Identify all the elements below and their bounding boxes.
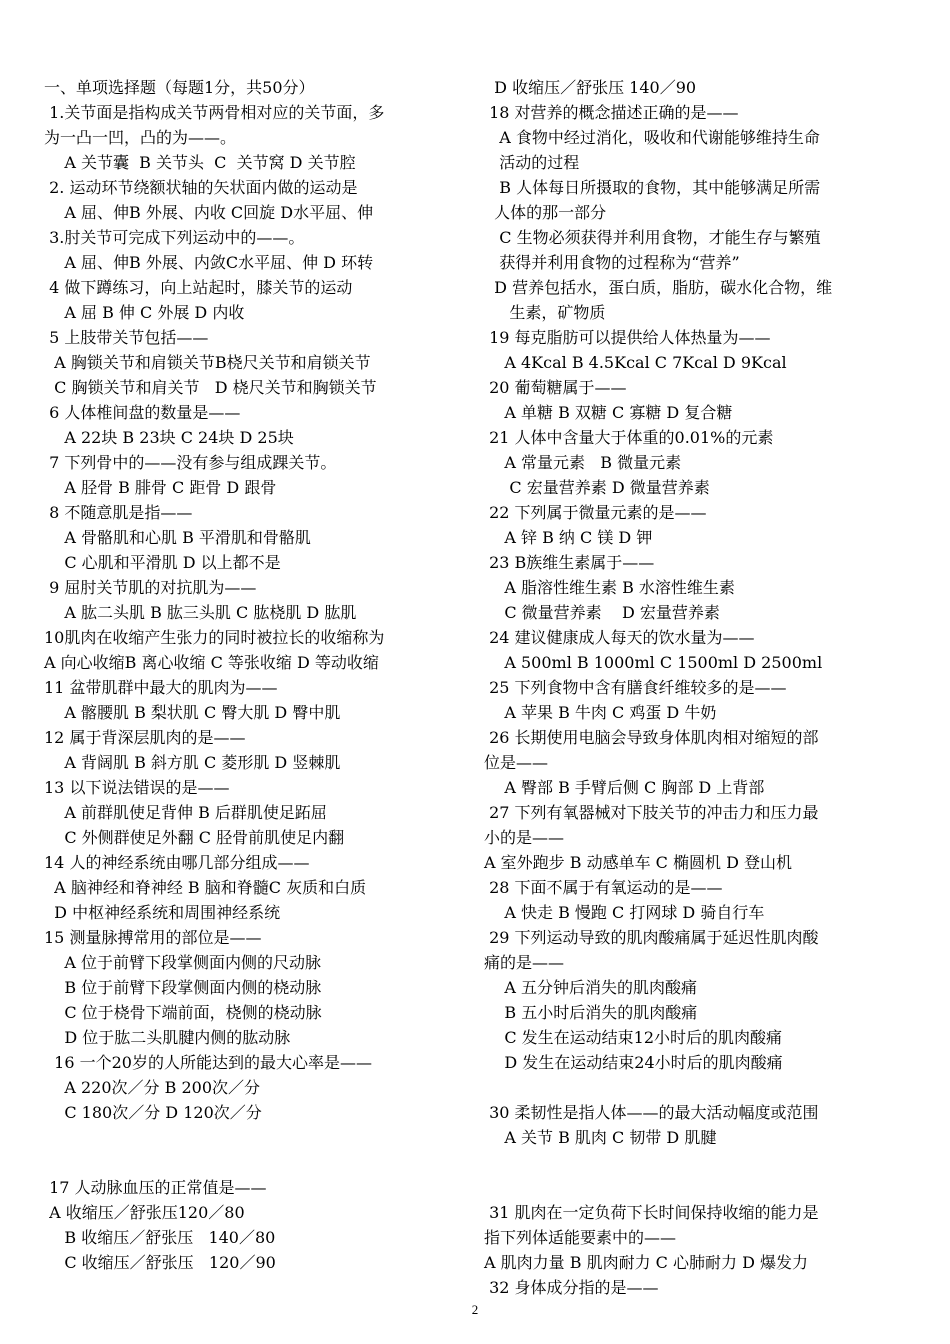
right-column-line: A 锌 B 纳 C 镁 D 钾 [484, 528, 653, 547]
right-column-line: C 发生在运动结束12小时后的肌肉酸痛 [484, 1028, 783, 1047]
left-column-line: 10肌肉在收缩产生张力的同时被拉长的收缩称为 [44, 628, 385, 647]
right-column-line: A 臀部 B 手臂后侧 C 胸部 D 上背部 [484, 778, 765, 797]
right-column-line: A 单糖 B 双糖 C 寡糖 D 复合糖 [484, 403, 733, 422]
right-column-line: 27 下列有氧器械对下肢关节的冲击力和压力最 [484, 803, 819, 822]
right-column-line: D 营养包括水，蛋白质，脂肪，碳水化合物，维 [484, 278, 833, 297]
right-column-line: B 人体每日所摄取的食物，其中能够满足所需 [484, 178, 821, 197]
right-column-line: 29 下列运动导致的肌肉酸痛属于延迟性肌肉酸 [484, 928, 819, 947]
right-column-line: 32 身体成分指的是—— [484, 1278, 659, 1297]
right-column-line [484, 1075, 914, 1100]
left-column-line: 3.肘关节可完成下列运动中的——。 [44, 228, 305, 247]
right-column-line: C 微量营养素 D 宏量营养素 [484, 603, 720, 622]
left-column-line [44, 1150, 474, 1175]
left-column-line: 9 屈肘关节肌的对抗肌为—— [44, 578, 257, 597]
right-column-line: 生素，矿物质 [484, 303, 606, 322]
right-column-line: A 五分钟后消失的肌肉酸痛 [484, 978, 697, 997]
left-column-line: A 22块 B 23块 C 24块 D 25块 [44, 428, 294, 447]
left-column-line: D 中枢神经系统和周围神经系统 [44, 903, 281, 922]
left-column-line: 14 人的神经系统由哪几部分组成—— [44, 853, 310, 872]
right-column-line: 21 人体中含量大于体重的0.01%的元素 [484, 428, 774, 447]
left-column-line: 17 人动脉血压的正常值是—— [44, 1178, 267, 1197]
left-column-line: A 220次／分 B 200次／分 [44, 1078, 260, 1097]
left-column-line [44, 1125, 474, 1150]
right-column-line: 活动的过程 [484, 153, 580, 172]
left-column-line: 6 人体椎间盘的数量是—— [44, 403, 241, 422]
right-column-line: 19 每克脂肪可以提供给人体热量为—— [484, 328, 771, 347]
right-column-line: A 4Kcal B 4.5Kcal C 7Kcal D 9Kcal [484, 353, 787, 372]
right-column-line: A 500ml B 1000ml C 1500ml D 2500ml [484, 653, 823, 672]
left-column-line: A 脑神经和脊神经 B 脑和脊髓C 灰质和白质 [44, 878, 367, 897]
right-column-line: D 发生在运动结束24小时后的肌肉酸痛 [484, 1053, 783, 1072]
right-column-line: 24 建议健康成人每天的饮水量为—— [484, 628, 755, 647]
left-column-line: C 心肌和平滑肌 D 以上都不是 [44, 553, 281, 572]
left-column-line: 11 盆带肌群中最大的肌肉为—— [44, 678, 278, 697]
left-column-line: A 髂腰肌 B 梨状肌 C 臀大肌 D 臀中肌 [44, 703, 341, 722]
right-column-line: 痛的是—— [484, 953, 565, 972]
right-column-line: 28 下面不属于有氧运动的是—— [484, 878, 723, 897]
right-column-line [484, 1175, 914, 1200]
left-column-line: A 胫骨 B 腓骨 C 距骨 D 跟骨 [44, 478, 277, 497]
left-column-line: 4 做下蹲练习，向上站起时，膝关节的运动 [44, 278, 353, 297]
left-column-line: A 关节囊 B 关节头 C 关节窝 D 关节腔 [44, 153, 356, 172]
left-column-line: 13 以下说法错误的是—— [44, 778, 230, 797]
left-column-line: 7 下列骨中的——没有参与组成踝关节。 [44, 453, 337, 472]
left-column-line: A 屈 B 伸 C 外展 D 内收 [44, 303, 245, 322]
right-column-line: 30 柔韧性是指人体——的最大活动幅度或范围 [484, 1103, 819, 1122]
right-column-line: 31 肌肉在一定负荷下长时间保持收缩的能力是 [484, 1203, 819, 1222]
right-column-line [484, 1150, 914, 1175]
right-column-line: 位是—— [484, 753, 549, 772]
right-column-line: 18 对营养的概念描述正确的是—— [484, 103, 739, 122]
left-column-line: C 胸锁关节和肩关节 D 桡尺关节和胸锁关节 [44, 378, 377, 397]
right-column-line: 22 下列属于微量元素的是—— [484, 503, 707, 522]
left-column-line: 5 上肢带关节包括—— [44, 328, 209, 347]
right-column-line: A 室外跑步 B 动感单车 C 椭圆机 D 登山机 [484, 853, 792, 872]
left-column-line: 2. 运动环节绕额状轴的矢状面内做的运动是 [44, 178, 358, 197]
right-column-line: 人体的那一部分 [484, 203, 607, 222]
right-column-line: 20 葡萄糖属于—— [484, 378, 627, 397]
left-column-line: 8 不随意肌是指—— [44, 503, 193, 522]
right-column-line: A 苹果 B 牛肉 C 鸡蛋 D 牛奶 [484, 703, 717, 722]
left-column-line: B 收缩压／舒张压 140／80 [44, 1228, 276, 1247]
left-column-line: B 位于前臂下段掌侧面内侧的桡动脉 [44, 978, 322, 997]
left-column-line: A 屈、伸B 外展、内收 C回旋 D水平屈、伸 [44, 203, 374, 222]
left-column-line: 12 属于背深层肌肉的是—— [44, 728, 246, 747]
right-column-line: 25 下列食物中含有膳食纤维较多的是—— [484, 678, 787, 697]
right-column-line: 26 长期使用电脑会导致身体肌肉相对缩短的部 [484, 728, 819, 747]
page-number: 2 [471, 1302, 479, 1317]
left-column [44, 75, 474, 1275]
right-column-line: B 五小时后消失的肌肉酸痛 [484, 1003, 698, 1022]
right-column-line: D 收缩压／舒张压 140／90 [484, 78, 697, 97]
left-column-line: 1.关节面是指构成关节两骨相对应的关节面，多 [44, 103, 385, 122]
right-column-line: A 脂溶性维生素 B 水溶性维生素 [484, 578, 735, 597]
right-column-line: A 常量元素 B 微量元素 [484, 453, 682, 472]
left-column-line: C 180次／分 D 120次／分 [44, 1103, 262, 1122]
left-column-line: A 收缩压／舒张压120／80 [44, 1203, 245, 1222]
left-column-line: D 位于肱二头肌腱内侧的肱动脉 [44, 1028, 291, 1047]
left-column-line: A 屈、伸B 外展、内敛C水平屈、伸 D 环转 [44, 253, 374, 272]
right-column-line: 小的是—— [484, 828, 565, 847]
right-column [484, 75, 914, 1300]
right-column-line: A 食物中经过消化，吸收和代谢能够维持生命 [484, 128, 820, 147]
left-column-line: A 向心收缩B 离心收缩 C 等张收缩 D 等动收缩 [44, 653, 379, 672]
left-column-line: 15 测量脉搏常用的部位是—— [44, 928, 262, 947]
left-column-line: A 胸锁关节和肩锁关节B桡尺关节和肩锁关节 [44, 353, 371, 372]
right-column-line: C 宏量营养素 D 微量营养素 [484, 478, 710, 497]
left-column-line: 一、单项选择题（每题1分，共50分） [44, 78, 315, 97]
right-column-line: A 肌肉力量 B 肌肉耐力 C 心肺耐力 D 爆发力 [484, 1253, 808, 1272]
right-column-line: A 关节 B 肌肉 C 韧带 D 肌腱 [484, 1128, 717, 1147]
right-column-line: 23 B族维生素属于—— [484, 553, 655, 572]
left-column-line: A 位于前臂下段掌侧面内侧的尺动脉 [44, 953, 321, 972]
right-column-line: C 生物必须获得并利用食物，才能生存与繁殖 [484, 228, 821, 247]
left-column-line: 为一凸一凹，凸的为——。 [44, 128, 237, 147]
left-column-line: C 位于桡骨下端前面，桡侧的桡动脉 [44, 1003, 322, 1022]
left-column-line: A 肱二头肌 B 肱三头肌 C 肱桡肌 D 肱肌 [44, 603, 357, 622]
left-column-line: A 骨骼肌和心肌 B 平滑肌和骨骼肌 [44, 528, 311, 547]
left-column-line: C 外侧群使足外翻 C 胫骨前肌使足内翻 [44, 828, 345, 847]
right-column-line: A 快走 B 慢跑 C 打网球 D 骑自行车 [484, 903, 765, 922]
left-column-line: A 前群肌使足背伸 B 后群肌使足跖屈 [44, 803, 327, 822]
right-column-line: 指下列体适能要素中的—— [484, 1228, 677, 1247]
left-column-line: A 背阔肌 B 斜方肌 C 菱形肌 D 竖棘肌 [44, 753, 341, 772]
left-column-line: C 收缩压／舒张压 120／90 [44, 1253, 276, 1272]
right-column-line: 获得并利用食物的过程称为“营养” [484, 253, 740, 272]
left-column-line: 16 一个20岁的人所能达到的最大心率是—— [44, 1053, 372, 1072]
